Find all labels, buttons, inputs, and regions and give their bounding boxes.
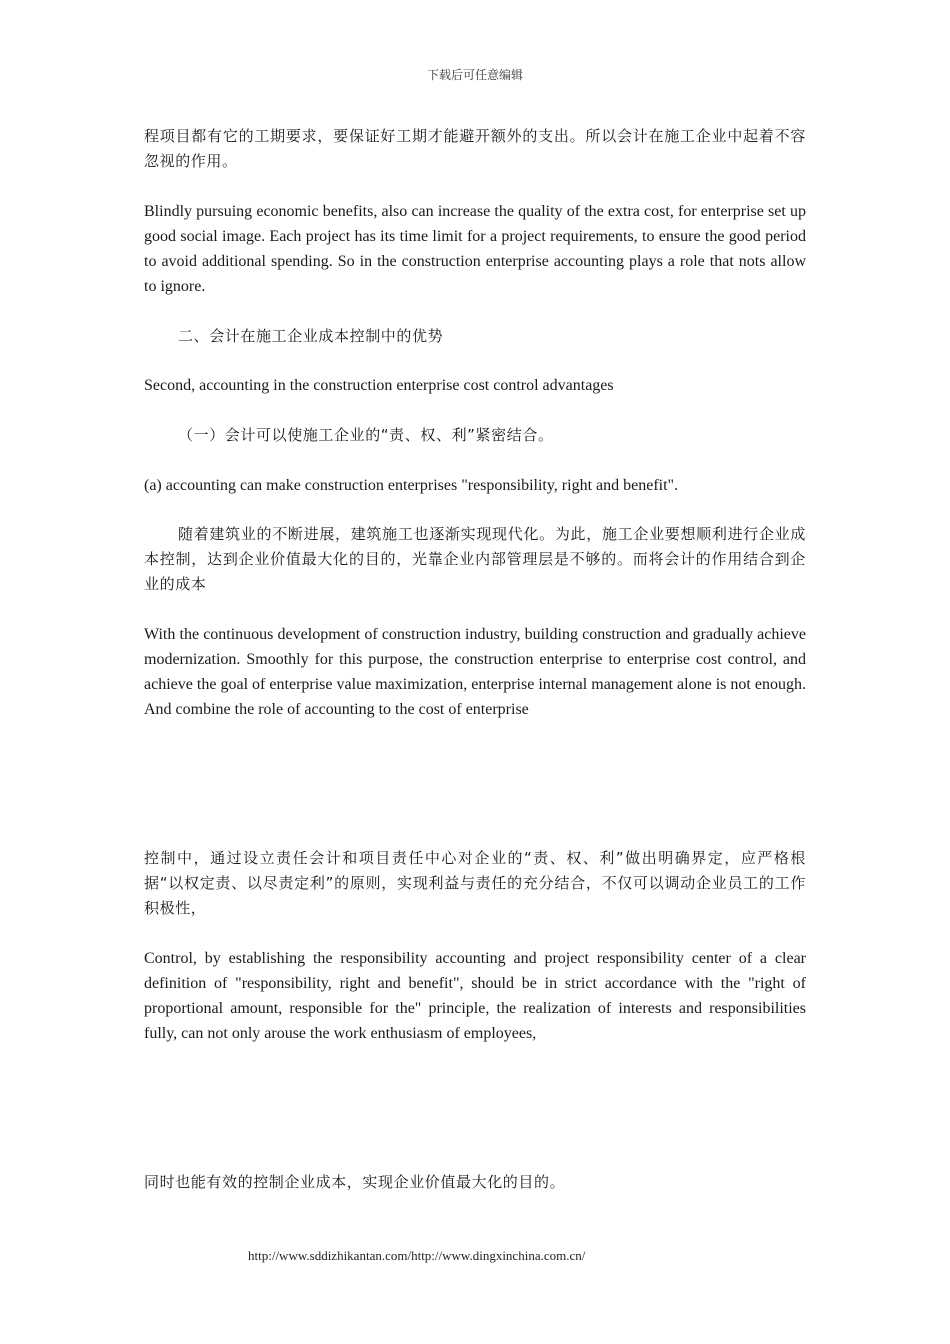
paragraph-2-chinese: 随着建筑业的不断进展，建筑施工也逐渐实现现代化。为此，施工企业要想顺利进行企业成本控制，达到企业价值最大化的目的，光靠企业内部管理层是不够的。而将会计的作用结合到企业的成本 (144, 525, 806, 593)
paragraph-3-english: Control, by establishing the responsibility accounting and project responsibility center of a clear definition of "responsibility, right and benefit", should be in strict accordance with the "right of proportional amount, responsible for the" principle, the realization of interests and responsibilities fully, can not only arouse the work enthusiasm of employees, (144, 950, 806, 1042)
footer-url: http://www.sddizhikantan.com/http://www.dingxinchina.com.cn/ (248, 1248, 586, 1263)
paragraph-4-chinese: 同时也能有效的控制企业成本，实现企业价值最大化的目的。 (144, 1173, 566, 1191)
section-heading-english: Second, accounting in the construction enterprise cost control advantages (144, 377, 614, 394)
paragraph-3-chinese: 控制中，通过设立责任会计和项目责任中心对企业的“责、权、利”做出明确界定，应严格根据“以权定责、以尽责定利”的原则，实现利益与责任的充分结合，不仅可以调动企业员工的工作积极性， (144, 849, 806, 917)
paragraph-1-chinese: 程项目都有它的工期要求，要保证好工期才能避开额外的支出。所以会计在施工企业中起着不容忽视的作用。 (144, 127, 806, 170)
subsection-heading-english: (a) accounting can make construction enterprises "responsibility, right and benefit". (144, 477, 679, 494)
paragraph-1-english: Blindly pursuing economic benefits, also can increase the quality of the extra cost, for enterprise set up good social image. Each project has its time limit for a project requirements, to ensure the good period to avoid additional spending. So in the construction enterprise accounting plays a role that nots allow to ignore. (144, 203, 806, 295)
page-header: 下载后可任意编辑 (426, 68, 523, 82)
subsection-heading-chinese: （一）会计可以使施工企业的“责、权、利”紧密结合。 (178, 426, 554, 444)
paragraph-2-english: With the continuous development of construction industry, building construction and gradually achieve modernization. Smoothly for this purpose, the construction enterprise to enterprise cost control, and achieve the goal of enterprise value maximization, enterprise internal management alone is not enough. And combine the role of accounting to the cost of enterprise (144, 626, 806, 718)
section-heading-chinese: 二、会计在施工企业成本控制中的优势 (178, 327, 444, 345)
